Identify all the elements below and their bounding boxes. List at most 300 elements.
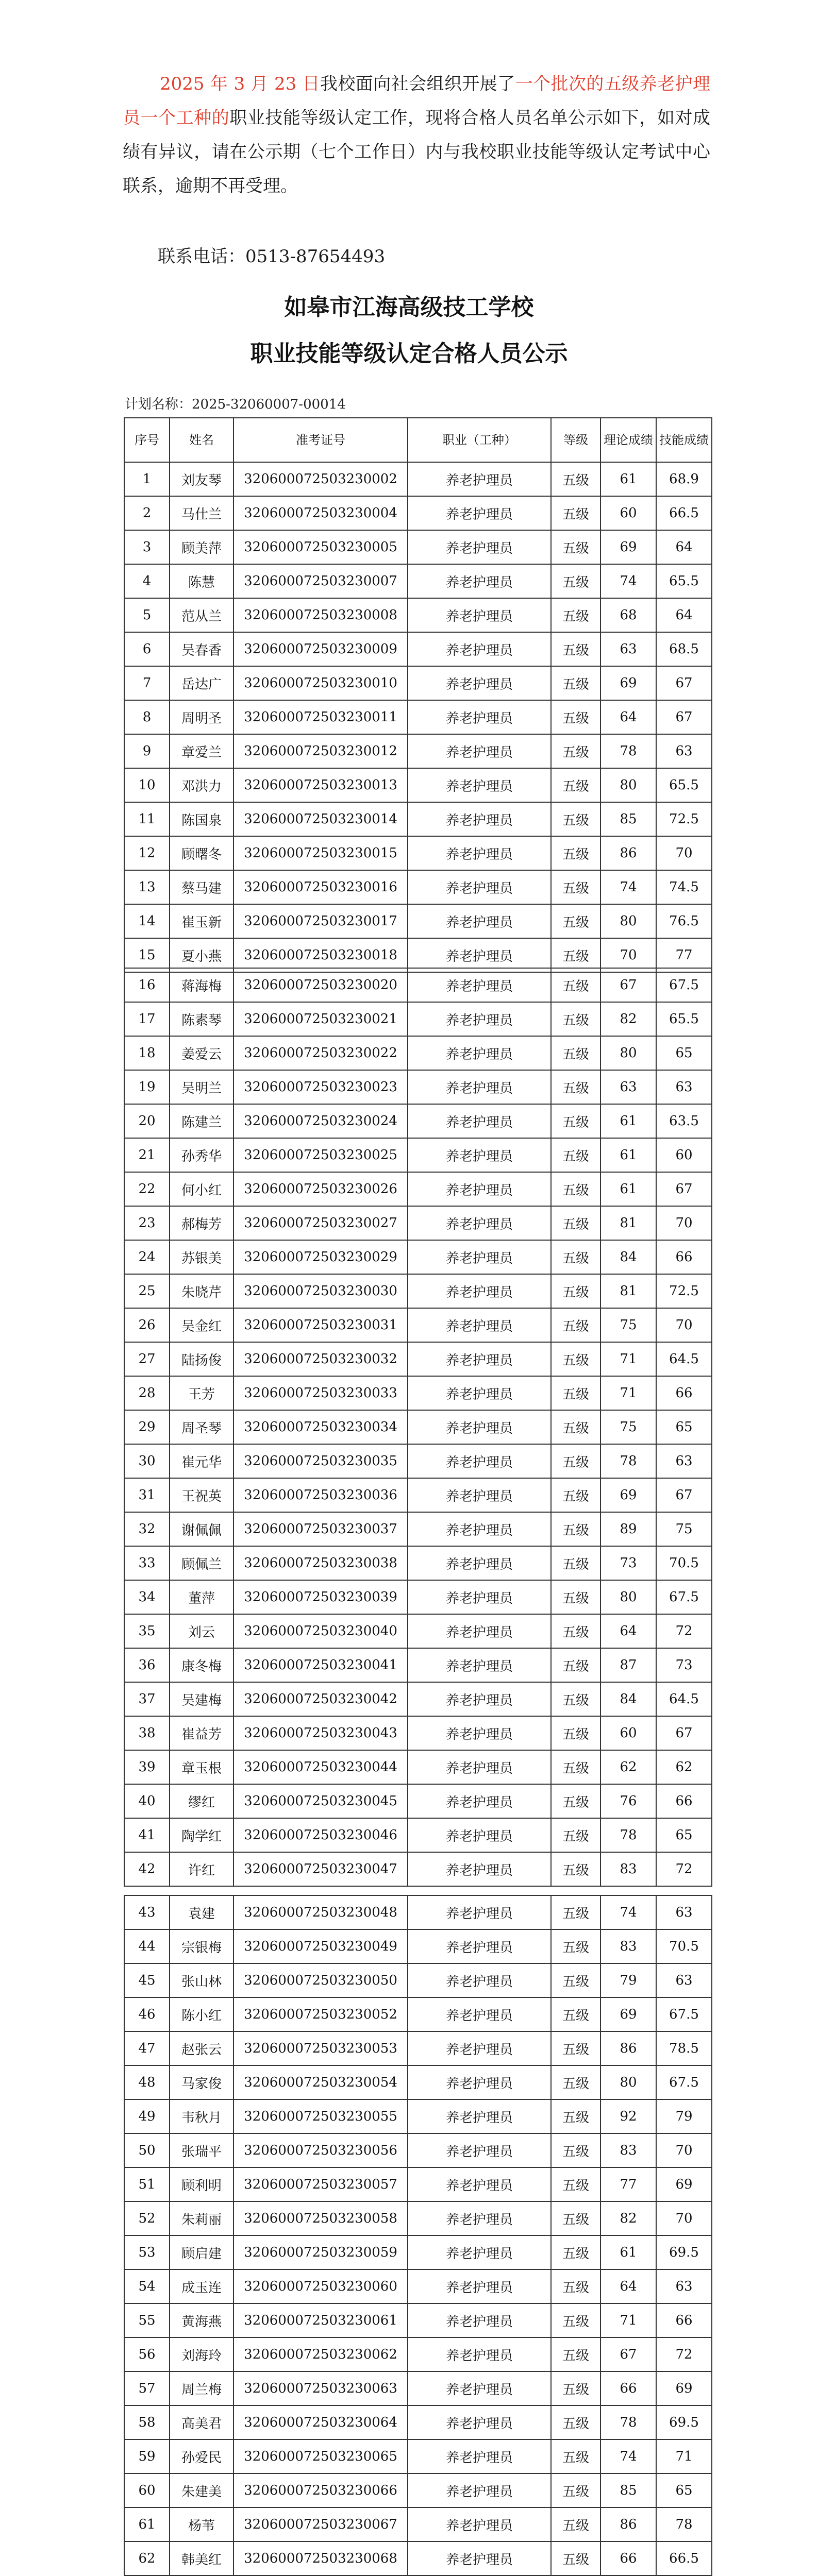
table-row — [124, 1997, 712, 2031]
notice-paragraph — [123, 67, 710, 203]
occupation: 养老护理员 — [408, 666, 551, 700]
occupation: 养老护理员 — [408, 734, 551, 768]
table-row — [124, 734, 712, 768]
occupation: 养老护理员 — [408, 1002, 551, 1036]
row-index: 62 — [124, 2541, 170, 2575]
exam-number: 320600072503230040 — [233, 1614, 408, 1648]
candidate-name: 范从兰 — [170, 598, 233, 632]
row-index: 6 — [124, 632, 170, 666]
row-index: 42 — [124, 1852, 170, 1886]
candidate-name: 韩美红 — [170, 2541, 233, 2575]
occupation: 养老护理员 — [408, 1963, 551, 1997]
theory-score: 73 — [600, 1546, 656, 1580]
theory-score: 86 — [600, 2031, 656, 2065]
notice-text-1: 我校面向社会组织开展了 — [320, 74, 515, 94]
candidate-name: 张山林 — [170, 1963, 233, 1997]
table-row — [124, 1002, 712, 1036]
skill-score: 67.5 — [656, 2065, 712, 2099]
occupation: 养老护理员 — [408, 1138, 551, 1172]
candidate-name: 许红 — [170, 1852, 233, 1886]
exam-number: 320600072503230033 — [233, 1376, 408, 1410]
theory-score: 66 — [600, 2371, 656, 2405]
theory-score: 60 — [600, 1716, 656, 1750]
row-index: 16 — [124, 968, 170, 1002]
theory-score: 71 — [600, 1342, 656, 1376]
table-row — [124, 1172, 712, 1206]
skill-score: 67.5 — [656, 1580, 712, 1614]
row-index: 23 — [124, 1206, 170, 1240]
skill-score: 70.5 — [656, 1929, 712, 1963]
occupation: 养老护理员 — [408, 1648, 551, 1682]
theory-score: 61 — [600, 2235, 656, 2269]
results-table-part-2 — [124, 968, 712, 1887]
exam-number: 320600072503230043 — [233, 1716, 408, 1750]
skill-score: 70 — [656, 836, 712, 870]
exam-number: 320600072503230060 — [233, 2269, 408, 2303]
candidate-name: 顾利明 — [170, 2167, 233, 2201]
candidate-name: 朱建美 — [170, 2473, 233, 2507]
results-table-part-3 — [124, 1895, 712, 2576]
level: 五级 — [551, 1818, 600, 1852]
level: 五级 — [551, 2439, 600, 2473]
skill-score: 66.5 — [656, 2541, 712, 2575]
exam-number: 320600072503230064 — [233, 2405, 408, 2439]
level: 五级 — [551, 1963, 600, 1997]
candidate-name: 夏小燕 — [170, 938, 233, 972]
theory-score: 86 — [600, 2507, 656, 2541]
exam-number: 320600072503230035 — [233, 1444, 408, 1478]
table-row — [124, 530, 712, 564]
occupation: 养老护理员 — [408, 1308, 551, 1342]
occupation: 养老护理员 — [408, 2405, 551, 2439]
exam-number: 320600072503230059 — [233, 2235, 408, 2269]
table-row — [124, 1138, 712, 1172]
exam-number: 320600072503230047 — [233, 1852, 408, 1886]
level: 五级 — [551, 2473, 600, 2507]
row-index: 34 — [124, 1580, 170, 1614]
row-index: 49 — [124, 2099, 170, 2133]
level: 五级 — [551, 1750, 600, 1784]
theory-score: 64 — [600, 2269, 656, 2303]
theory-score: 64 — [600, 1614, 656, 1648]
row-index: 47 — [124, 2031, 170, 2065]
theory-score: 61 — [600, 1138, 656, 1172]
candidate-name: 朱莉丽 — [170, 2201, 233, 2235]
candidate-name: 陈素琴 — [170, 1002, 233, 1036]
exam-number: 320600072503230021 — [233, 1002, 408, 1036]
occupation: 养老护理员 — [408, 1070, 551, 1104]
table-row — [124, 632, 712, 666]
occupation: 养老护理员 — [408, 2133, 551, 2167]
header-name: 姓名 — [170, 418, 233, 462]
row-index: 43 — [124, 1895, 170, 1929]
table-row — [124, 1852, 712, 1886]
level: 五级 — [551, 2031, 600, 2065]
exam-number: 320600072503230048 — [233, 1895, 408, 1929]
row-index: 38 — [124, 1716, 170, 1750]
candidate-name: 陈建兰 — [170, 1104, 233, 1138]
occupation: 养老护理员 — [408, 2473, 551, 2507]
theory-score: 80 — [600, 904, 656, 938]
theory-score: 83 — [600, 2133, 656, 2167]
row-index: 54 — [124, 2269, 170, 2303]
skill-score: 67.5 — [656, 1997, 712, 2031]
exam-number: 320600072503230036 — [233, 1478, 408, 1512]
table-row — [124, 1895, 712, 1929]
header-job: 职业（工种） — [408, 418, 551, 462]
document-title: 职业技能等级认定合格人员公示 — [250, 341, 568, 367]
exam-number: 320600072503230062 — [233, 2337, 408, 2371]
row-index: 46 — [124, 1997, 170, 2031]
skill-score: 78 — [656, 2507, 712, 2541]
theory-score: 67 — [600, 2337, 656, 2371]
theory-score: 81 — [600, 1206, 656, 1240]
theory-score: 81 — [600, 1274, 656, 1308]
level: 五级 — [551, 802, 600, 836]
occupation: 养老护理员 — [408, 802, 551, 836]
exam-number: 320600072503230063 — [233, 2371, 408, 2405]
skill-score: 77 — [656, 938, 712, 972]
row-index: 21 — [124, 1138, 170, 1172]
exam-number: 320600072503230011 — [233, 700, 408, 734]
contact-phone: 0513-87654493 — [245, 246, 386, 267]
row-index: 3 — [124, 530, 170, 564]
row-index: 59 — [124, 2439, 170, 2473]
level: 五级 — [551, 938, 600, 972]
exam-number: 320600072503230037 — [233, 1512, 408, 1546]
skill-score: 62 — [656, 1750, 712, 1784]
skill-score: 69 — [656, 2167, 712, 2201]
candidate-name: 吴金红 — [170, 1308, 233, 1342]
theory-score: 62 — [600, 1750, 656, 1784]
level: 五级 — [551, 2507, 600, 2541]
skill-score: 63 — [656, 1895, 712, 1929]
occupation: 养老护理员 — [408, 2371, 551, 2405]
table-row — [124, 2473, 712, 2507]
level: 五级 — [551, 700, 600, 734]
skill-score: 66 — [656, 1376, 712, 1410]
row-index: 29 — [124, 1410, 170, 1444]
theory-score: 80 — [600, 1580, 656, 1614]
table-row — [124, 462, 712, 496]
occupation: 养老护理员 — [408, 2167, 551, 2201]
occupation: 养老护理员 — [408, 1376, 551, 1410]
occupation: 养老护理员 — [408, 564, 551, 598]
occupation: 养老护理员 — [408, 1997, 551, 2031]
theory-score: 78 — [600, 1444, 656, 1478]
exam-number: 320600072503230041 — [233, 1648, 408, 1682]
level: 五级 — [551, 496, 600, 530]
row-index: 24 — [124, 1240, 170, 1274]
row-index: 32 — [124, 1512, 170, 1546]
occupation: 养老护理员 — [408, 2065, 551, 2099]
theory-score: 84 — [600, 1240, 656, 1274]
row-index: 13 — [124, 870, 170, 904]
skill-score: 69.5 — [656, 2405, 712, 2439]
theory-score: 86 — [600, 836, 656, 870]
row-index: 37 — [124, 1682, 170, 1716]
row-index: 25 — [124, 1274, 170, 1308]
header-level: 等级 — [551, 418, 600, 462]
exam-number: 320600072503230026 — [233, 1172, 408, 1206]
exam-number: 320600072503230038 — [233, 1546, 408, 1580]
table-row — [124, 1818, 712, 1852]
theory-score: 70 — [600, 938, 656, 972]
row-index: 61 — [124, 2507, 170, 2541]
exam-number: 320600072503230022 — [233, 1036, 408, 1070]
skill-score: 65 — [656, 1410, 712, 1444]
notice-text-2: 职业技能等级认定工作，现将合格人员名单公示如下，如对成绩有异议，请在公示期（七个工作日）内与我校职业技能等级认定考试中心联系，逾期不再受理。 — [123, 108, 710, 196]
occupation: 养老护理员 — [408, 2541, 551, 2575]
occupation: 养老护理员 — [408, 836, 551, 870]
level: 五级 — [551, 1002, 600, 1036]
table-row — [124, 2303, 712, 2337]
level: 五级 — [551, 1104, 600, 1138]
occupation: 养老护理员 — [408, 700, 551, 734]
skill-score: 65 — [656, 2473, 712, 2507]
skill-score: 66 — [656, 2303, 712, 2337]
occupation: 养老护理员 — [408, 1104, 551, 1138]
skill-score: 79 — [656, 2099, 712, 2133]
skill-score: 69.5 — [656, 2235, 712, 2269]
candidate-name: 陈小红 — [170, 1997, 233, 2031]
candidate-name: 崔元华 — [170, 1444, 233, 1478]
occupation: 养老护理员 — [408, 1036, 551, 1070]
notice-highlight: 一个批次的五级养老护理员一个工种的 — [123, 74, 711, 128]
candidate-name: 谢佩佩 — [170, 1512, 233, 1546]
skill-score: 63 — [656, 734, 712, 768]
theory-score: 83 — [600, 1929, 656, 1963]
occupation: 养老护理员 — [408, 462, 551, 496]
row-index: 2 — [124, 496, 170, 530]
skill-score: 78.5 — [656, 2031, 712, 2065]
theory-score: 79 — [600, 1963, 656, 1997]
occupation: 养老护理员 — [408, 1784, 551, 1818]
table-row — [124, 1478, 712, 1512]
level: 五级 — [551, 1929, 600, 1963]
row-index: 55 — [124, 2303, 170, 2337]
notice-date: 2025 年 3 月 23 日 — [160, 74, 320, 94]
candidate-name: 崔益芳 — [170, 1716, 233, 1750]
row-index: 27 — [124, 1342, 170, 1376]
exam-number: 320600072503230009 — [233, 632, 408, 666]
table-header-row — [124, 418, 712, 462]
level: 五级 — [551, 2303, 600, 2337]
exam-number: 320600072503230068 — [233, 2541, 408, 2575]
row-index: 5 — [124, 598, 170, 632]
level: 五级 — [551, 1895, 600, 1929]
row-index: 9 — [124, 734, 170, 768]
candidate-name: 张瑞平 — [170, 2133, 233, 2167]
table-row — [124, 1648, 712, 1682]
theory-score: 87 — [600, 1648, 656, 1682]
candidate-name: 崔玉新 — [170, 904, 233, 938]
candidate-name: 马仕兰 — [170, 496, 233, 530]
table-row — [124, 666, 712, 700]
skill-score: 66 — [656, 1240, 712, 1274]
candidate-name: 苏银美 — [170, 1240, 233, 1274]
occupation: 养老护理员 — [408, 598, 551, 632]
row-index: 53 — [124, 2235, 170, 2269]
skill-score: 63 — [656, 1444, 712, 1478]
theory-score: 74 — [600, 564, 656, 598]
table-row — [124, 2371, 712, 2405]
occupation: 养老护理员 — [408, 1614, 551, 1648]
table-row — [124, 802, 712, 836]
row-index: 19 — [124, 1070, 170, 1104]
candidate-name: 高美君 — [170, 2405, 233, 2439]
row-index: 14 — [124, 904, 170, 938]
level: 五级 — [551, 1342, 600, 1376]
occupation: 养老护理员 — [408, 1716, 551, 1750]
row-index: 28 — [124, 1376, 170, 1410]
skill-score: 72 — [656, 1852, 712, 1886]
level: 五级 — [551, 1036, 600, 1070]
skill-score: 75 — [656, 1512, 712, 1546]
occupation: 养老护理员 — [408, 1929, 551, 1963]
table-row — [124, 2065, 712, 2099]
exam-number: 320600072503230054 — [233, 2065, 408, 2099]
table-row — [124, 2031, 712, 2065]
exam-number: 320600072503230017 — [233, 904, 408, 938]
occupation: 养老护理员 — [408, 968, 551, 1002]
exam-number: 320600072503230055 — [233, 2099, 408, 2133]
exam-number: 320600072503230034 — [233, 1410, 408, 1444]
table-row — [124, 904, 712, 938]
theory-score: 75 — [600, 1308, 656, 1342]
table-row — [124, 2099, 712, 2133]
theory-score: 82 — [600, 2201, 656, 2235]
skill-score: 70.5 — [656, 1546, 712, 1580]
row-index: 41 — [124, 1818, 170, 1852]
row-index: 17 — [124, 1002, 170, 1036]
exam-number: 320600072503230052 — [233, 1997, 408, 2031]
level: 五级 — [551, 2371, 600, 2405]
row-index: 8 — [124, 700, 170, 734]
skill-score: 64 — [656, 530, 712, 564]
level: 五级 — [551, 462, 600, 496]
candidate-name: 陆扬俊 — [170, 1342, 233, 1376]
skill-score: 67 — [656, 1478, 712, 1512]
candidate-name: 顾曙冬 — [170, 836, 233, 870]
table-row — [124, 1410, 712, 1444]
exam-number: 320600072503230015 — [233, 836, 408, 870]
theory-score: 71 — [600, 1376, 656, 1410]
table-row — [124, 496, 712, 530]
table-row — [124, 700, 712, 734]
candidate-name: 邓洪力 — [170, 768, 233, 802]
row-index: 48 — [124, 2065, 170, 2099]
candidate-name: 顾佩兰 — [170, 1546, 233, 1580]
theory-score: 69 — [600, 530, 656, 564]
row-index: 22 — [124, 1172, 170, 1206]
table-row — [124, 2201, 712, 2235]
skill-score: 66.5 — [656, 496, 712, 530]
occupation: 养老护理员 — [408, 1410, 551, 1444]
exam-number: 320600072503230065 — [233, 2439, 408, 2473]
table-row — [124, 1104, 712, 1138]
level: 五级 — [551, 1206, 600, 1240]
header-theory: 理论成绩 — [600, 418, 656, 462]
row-index: 20 — [124, 1104, 170, 1138]
exam-number: 320600072503230018 — [233, 938, 408, 972]
level: 五级 — [551, 836, 600, 870]
level: 五级 — [551, 734, 600, 768]
skill-score: 65.5 — [656, 1002, 712, 1036]
level: 五级 — [551, 632, 600, 666]
level: 五级 — [551, 1614, 600, 1648]
occupation: 养老护理员 — [408, 768, 551, 802]
occupation: 养老护理员 — [408, 1274, 551, 1308]
candidate-name: 康冬梅 — [170, 1648, 233, 1682]
exam-number: 320600072503230057 — [233, 2167, 408, 2201]
row-index: 30 — [124, 1444, 170, 1478]
theory-score: 78 — [600, 734, 656, 768]
theory-score: 80 — [600, 1036, 656, 1070]
skill-score: 67 — [656, 666, 712, 700]
candidate-name: 陶学红 — [170, 1818, 233, 1852]
table-row — [124, 1206, 712, 1240]
occupation: 养老护理员 — [408, 1512, 551, 1546]
table-row — [124, 1750, 712, 1784]
skill-score: 60 — [656, 1138, 712, 1172]
occupation: 养老护理员 — [408, 632, 551, 666]
row-index: 7 — [124, 666, 170, 700]
row-index: 44 — [124, 1929, 170, 1963]
candidate-name: 杨苇 — [170, 2507, 233, 2541]
level: 五级 — [551, 1478, 600, 1512]
header-idx: 序号 — [124, 418, 170, 462]
exam-number: 320600072503230045 — [233, 1784, 408, 1818]
table-row — [124, 1784, 712, 1818]
level: 五级 — [551, 1240, 600, 1274]
occupation: 养老护理员 — [408, 2439, 551, 2473]
level: 五级 — [551, 2167, 600, 2201]
level: 五级 — [551, 1410, 600, 1444]
theory-score: 89 — [600, 1512, 656, 1546]
theory-score: 67 — [600, 968, 656, 1002]
exam-number: 320600072503230066 — [233, 2473, 408, 2507]
skill-score: 72.5 — [656, 802, 712, 836]
candidate-name: 韦秋月 — [170, 2099, 233, 2133]
exam-number: 320600072503230032 — [233, 1342, 408, 1376]
skill-score: 63 — [656, 1963, 712, 1997]
exam-number: 320600072503230005 — [233, 530, 408, 564]
skill-score: 72 — [656, 1614, 712, 1648]
level: 五级 — [551, 2269, 600, 2303]
candidate-name: 马家俊 — [170, 2065, 233, 2099]
occupation: 养老护理员 — [408, 2269, 551, 2303]
table-row — [124, 2541, 712, 2575]
level: 五级 — [551, 2541, 600, 2575]
theory-score: 63 — [600, 1070, 656, 1104]
candidate-name: 周明圣 — [170, 700, 233, 734]
theory-score: 64 — [600, 700, 656, 734]
exam-number: 320600072503230029 — [233, 1240, 408, 1274]
exam-number: 320600072503230050 — [233, 1963, 408, 1997]
row-index: 1 — [124, 462, 170, 496]
skill-score: 66 — [656, 1784, 712, 1818]
skill-score: 68.9 — [656, 462, 712, 496]
theory-score: 61 — [600, 1172, 656, 1206]
level: 五级 — [551, 1784, 600, 1818]
level: 五级 — [551, 2099, 600, 2133]
level: 五级 — [551, 2133, 600, 2167]
table-row — [124, 1036, 712, 1070]
level: 五级 — [551, 1172, 600, 1206]
table-row — [124, 1240, 712, 1274]
table-row — [124, 1614, 712, 1648]
